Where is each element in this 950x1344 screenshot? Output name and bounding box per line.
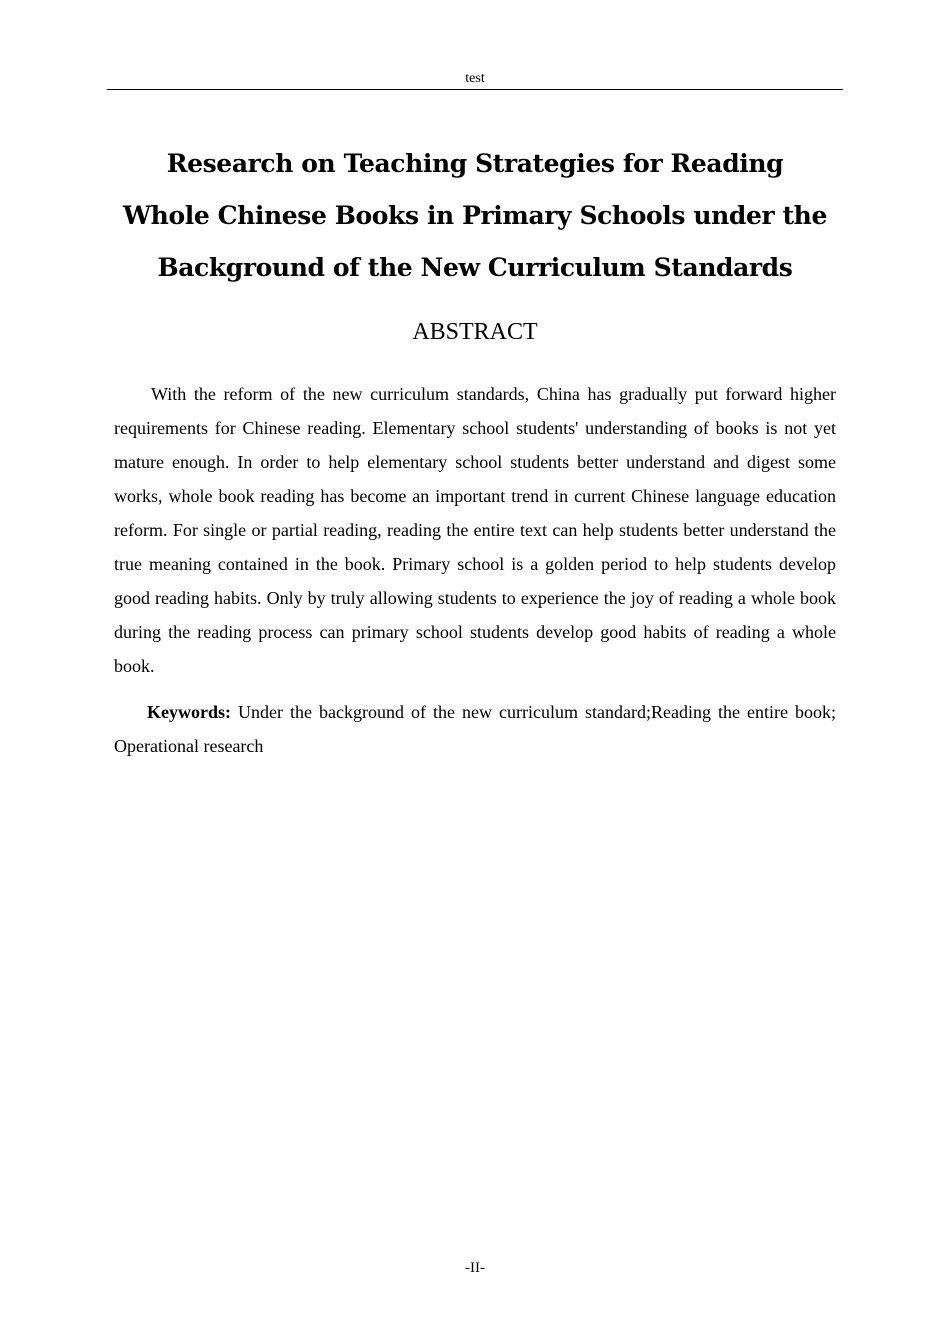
keywords-paragraph — [114, 695, 836, 763]
abstract-body: With the reform of the new curriculum standards, China has gradually put forward higher requirements for Chinese reading. Elementary school students' understanding of books is not yet mature enough. In order to help elementary school students better understand and digest some works, whole book reading has become an important trend in current Chinese language education reform. For single or partial reading, reading the entire text can help students better understand the true meaning contained in the book. Primary school is a golden period to help students develop good reading habits. Only by truly allowing students to experience the joy of reading a whole book during the reading process can primary school students develop good habits of reading a whole book. — [114, 384, 836, 676]
page-number: -II- — [465, 1260, 485, 1276]
header-rule — [107, 89, 843, 90]
abstract-heading: ABSTRACT — [412, 319, 538, 345]
keywords-label: Keywords: — [147, 702, 231, 722]
running-header: test — [465, 71, 485, 86]
keywords-text: Under the background of the new curriculum standard;Reading the entire book; Operational research — [114, 702, 836, 756]
paper-title: Research on Teaching Strategies for Reading Whole Chinese Books in Primary Schools under the Background of the New Curriculum Standards — [123, 149, 827, 282]
